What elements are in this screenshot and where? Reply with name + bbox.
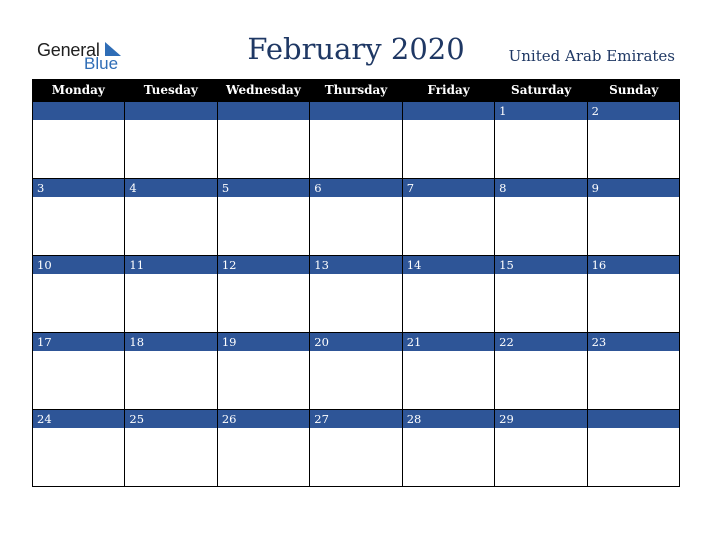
weekday-sunday: Sunday (609, 83, 659, 97)
day-cell (310, 256, 402, 333)
day-cell (33, 102, 125, 179)
day-cell (33, 410, 125, 487)
day-number: 17 (33, 333, 124, 351)
day-cell (403, 410, 495, 487)
day-number: 19 (218, 333, 309, 351)
week-row-5 (32, 410, 680, 487)
day-cell (218, 410, 310, 487)
day-number: 14 (403, 256, 494, 274)
day-cell (310, 179, 402, 256)
weekday-tuesday: Tuesday (143, 83, 198, 97)
day-cell (33, 333, 125, 410)
day-number: 18 (125, 333, 216, 351)
day-number: 15 (495, 256, 586, 274)
day-number: 9 (588, 179, 679, 197)
day-cell (218, 333, 310, 410)
weekday-header (32, 79, 680, 102)
week-row-4 (32, 333, 680, 410)
day-cell (125, 333, 217, 410)
day-number: 12 (218, 256, 309, 274)
day-number: 2 (588, 102, 679, 120)
weekday-saturday: Saturday (511, 83, 572, 97)
weekday-thursday: Thursday (324, 83, 388, 97)
logo-general-text: General (37, 40, 100, 60)
day-cell (33, 256, 125, 333)
day-cell (125, 179, 217, 256)
day-cell (125, 256, 217, 333)
day-number: 4 (125, 179, 216, 197)
day-cell (588, 102, 680, 179)
day-number: 11 (125, 256, 216, 274)
day-number: 27 (310, 410, 401, 428)
day-number (218, 102, 309, 120)
day-number: 7 (403, 179, 494, 197)
day-number: 16 (588, 256, 679, 274)
day-cell (310, 102, 402, 179)
day-cell (588, 179, 680, 256)
week-row-2 (32, 179, 680, 256)
day-cell (218, 256, 310, 333)
day-cell (495, 410, 587, 487)
weekday-friday: Friday (427, 83, 470, 97)
day-cell (310, 333, 402, 410)
week-row-1 (32, 102, 680, 179)
day-number: 1 (495, 102, 586, 120)
logo-blue-text: Blue (84, 54, 119, 73)
day-number: 6 (310, 179, 401, 197)
day-number: 8 (495, 179, 586, 197)
day-cell (495, 102, 587, 179)
day-number: 10 (33, 256, 124, 274)
day-number (588, 410, 679, 428)
page-title: February 2020 (247, 32, 465, 66)
day-cell (403, 102, 495, 179)
day-cell (495, 256, 587, 333)
day-cell (495, 179, 587, 256)
day-number: 21 (403, 333, 494, 351)
day-number: 29 (495, 410, 586, 428)
day-number (125, 102, 216, 120)
day-number: 24 (33, 410, 124, 428)
day-number (310, 102, 401, 120)
day-number: 22 (495, 333, 586, 351)
weekday-monday: Monday (51, 83, 105, 97)
day-number: 3 (33, 179, 124, 197)
day-cell (588, 410, 680, 487)
day-cell (310, 410, 402, 487)
country-label: United Arab Emirates (508, 47, 675, 65)
day-number (403, 102, 494, 120)
day-cell (495, 333, 587, 410)
day-number: 5 (218, 179, 309, 197)
calendar-grid (32, 79, 680, 487)
day-cell (403, 256, 495, 333)
day-number: 28 (403, 410, 494, 428)
day-cell (218, 179, 310, 256)
day-cell (125, 102, 217, 179)
day-cell (33, 179, 125, 256)
day-cell (588, 256, 680, 333)
day-number: 13 (310, 256, 401, 274)
day-cell (218, 102, 310, 179)
day-number: 25 (125, 410, 216, 428)
day-cell (403, 333, 495, 410)
day-number: 20 (310, 333, 401, 351)
day-number: 26 (218, 410, 309, 428)
day-cell (403, 179, 495, 256)
day-number (33, 102, 124, 120)
day-cell (125, 410, 217, 487)
weekday-wednesday: Wednesday (226, 83, 301, 97)
day-cell (588, 333, 680, 410)
week-row-3 (32, 256, 680, 333)
day-number: 23 (588, 333, 679, 351)
